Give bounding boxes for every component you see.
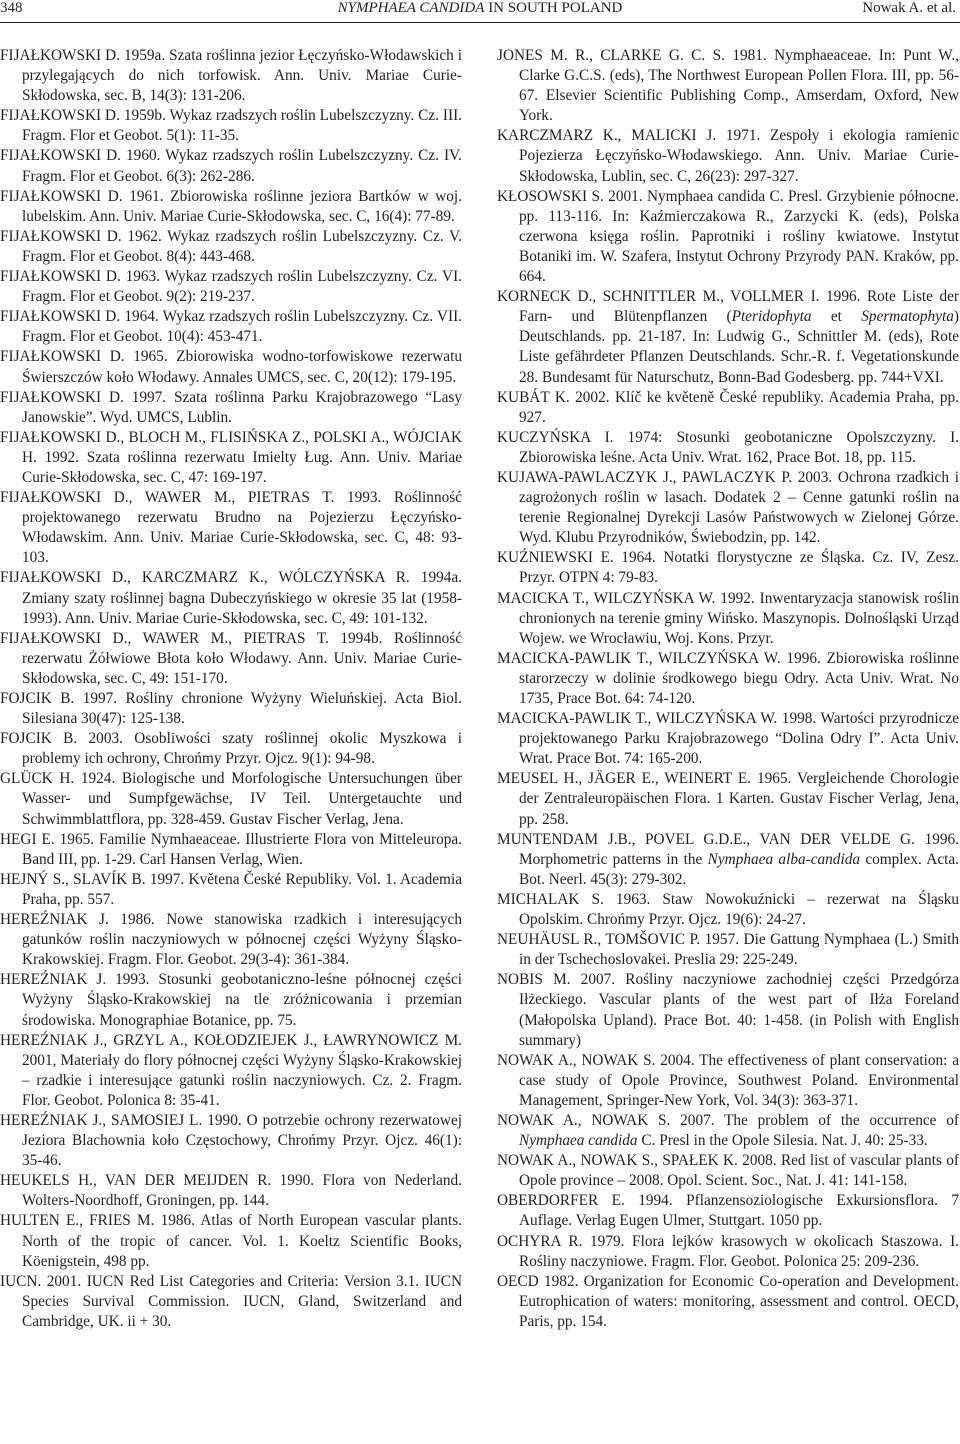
reference-entry: HEJNÝ S., SLAVÍK B. 1997. Květena České Republiky. Vol. 1. Academia Praha, pp. 557.	[0, 870, 462, 908]
reference-entry: OBERDORFER E. 1994. Pflanzensoziologische Exkursionsflora. 7 Auflage. Verlag Eugen Ulmer, Stuttgart. 1050 pp.	[497, 1192, 959, 1230]
reference-text: ) Deutschlands. pp. 21-187. In: Ludwig G., Schnittler M. (eds), Rote Liste gefährdeter Pflanzen Deutschlands. Schr.-R. f. Vegetationskunde 28. Bundesamt für Naturschutz, Bonn-Bad Godesberg. pp. 744+VXI.	[519, 308, 959, 386]
reference-entry: HEGI E. 1965. Familie Nymhaeaceae. Illustrierte Flora von Mitteleuropa. Band III, pp. 1-29. Carl Hansen Verlag, Wien.	[0, 830, 462, 868]
reference-entry: KUCZYŃSKA I. 1974: Stosunki geobotaniczne Opolszczyzny. I. Zbiorowiska leśne. Acta Univ. Wrat. 162, Prace Bot. 18, pp. 115.	[497, 428, 959, 466]
reference-entry: FIJAŁKOWSKI D. 1964. Wykaz rzadszych roślin Lubelszczyzny. Cz. VII. Fragm. Flor et Geobot. 10(4): 453-471.	[0, 308, 462, 346]
reference-entry: MACICKA T., WILCZYŃSKA W. 1992. Inwentaryzacja stanowisk roślin chronionych na terenie gminy Wińsko. Maszynopis. Dolnośląski Urząd Wojew. we Wrocławiu, Woj. Kons. Przyr.	[497, 589, 959, 647]
reference-entry	[497, 830, 959, 890]
reference-entry: KŁOSOWSKI S. 2001. Nymphaea candida C. Presl. Grzybienie północne. pp. 113-116. In: Kaźmierczakowa R., Zarzycki K. (eds), Polska czerwona księga roślin. Paprotniki i rośliny kwiatowe. Instytut Botaniki im. W. Szafera, Instytut Ochrony Przyrody PAN. Kraków, pp. 664.	[497, 187, 959, 286]
reference-entry: GLÜCK H. 1924. Biologische und Morfologische Untersuchungen über Wasser- und Sumpfgewächse, IV Teil. Untergetauchte und Schwimmblattflora, pp. 328-459. Gustav Fischer Verlag, Jena.	[0, 770, 462, 828]
reference-text: KORNECK D., SCHNITTLER M., VOLLMER I. 1996. Rote Liste der Farn- und Blütenpflanzen (	[497, 288, 959, 326]
reference-entry: FIJAŁKOWSKI D. 1997. Szata roślinna Parku Krajobrazowego “Lasy Janowskie”. Wyd. UMCS, Lublin.	[0, 388, 462, 426]
reference-entry: FIJAŁKOWSKI D., KARCZMARZ K., WÓLCZYŃSKA R. 1994a. Zmiany szaty roślinnej bagna Dubeczyńskiego w okresie 35 lat (1958-1993). Ann. Univ. Mariae Curie-Skłodowska, sec. C, 49: 101-132.	[0, 569, 462, 627]
reference-entry: HEREŹNIAK J., SAMOSIEJ L. 1990. O potrzebie ochrony rezerwatowej Jeziora Blachownia koło Częstochowy, Chrońmy Przyr. Ojcz. 46(1): 35-46.	[0, 1111, 462, 1170]
reference-entry: HEREŹNIAK J. 1993. Stosunki geobotaniczno-leśne północnej części Wyżyny Śląsko-Krakowskiej na tle zróżnicowania i przemian środowiska. Monographiae Botanice, pp. 75.	[0, 971, 462, 1029]
reference-entry: NOWAK A., NOWAK S. 2004. The effectiveness of plant conservation: a case study of Opole Province, Southwest Poland. Environmental Management, Springer-New York, Vol. 34(3): 363-371.	[497, 1051, 959, 1109]
reference-column-left	[0, 46, 462, 1332]
reference-text: complex. Acta. Bot. Neerl. 45(3): 279-302.	[519, 850, 959, 888]
reference-entry: KUJAWA-PAWLACZYK J., PAWLACZYK P. 2003. Ochrona rzadkich i zagrożonych roślin w lasach. Dodatek 2 – Cenne gatunki roślin na terenie Regionalnej Dyrekcji Lasów Państwowych w Zielonej Górze. Wyd. Klubu Przyrodników, Świebodzin, pp. 142.	[497, 468, 959, 547]
reference-column-right	[497, 46, 959, 1332]
reference-entry: FIJAŁKOWSKI D. 1965. Zbiorowiska wodno-torfowiskowe rezerwatu Świerszczów koło Włodawy. Annales UMCS, sec. C, 20(12): 179-195.	[0, 348, 462, 386]
reference-entry: HULTEN E., FRIES M. 1986. Atlas of North European vascular plants. North of the tropic of cancer. Vol. 1. Koeltz Scientific Books, Köenigstein, 498 pp.	[0, 1212, 462, 1270]
reference-entry: KUŹNIEWSKI E. 1964. Notatki florystyczne ze Śląska. Cz. IV, Zesz. Przyr. OTPN 4: 79-83.	[497, 549, 959, 587]
reference-taxon-italic: Nymphaea alba-candida	[707, 850, 860, 868]
reference-entry: FIJAŁKOWSKI D., WAWER M., PIETRAS T. 1993. Roślinność projektowanego rezerwatu Brudno na Pojezierzu Łęczyńsko-Włodawskim. Ann. Univ. Mariae Curie-Skłodowska, sec. C, 48: 93-103.	[0, 489, 462, 567]
running-title	[0, 0, 960, 16]
reference-entry: FOJCIK B. 2003. Osobliwości szaty roślinnej okolic Myszkowa i problemy ich ochrony, Chrońmy Przyr. Ojcz. 9(1): 94-98.	[0, 730, 462, 768]
reference-entry: FIJAŁKOWSKI D. 1963. Wykaz rzadszych roślin Lubelszczyzny. Cz. VI. Fragm. Flor et Geobot. 9(2): 219-237.	[0, 268, 462, 306]
page-number: 348	[0, 0, 23, 16]
reference-entry: MACICKA-PAWLIK T., WILCZYŃSKA W. 1998. Wartości przyrodnicze projektowanego Parku Krajobrazowego “Dolina Odry I”. Acta Univ. Wrat. Prace Bot. 74: 165-200.	[497, 710, 959, 768]
reference-entry: OECD 1982. Organization for Economic Co-operation and Development. Eutrophication of waters: monitoring, assessment and control. OECD, Paris, pp. 154.	[497, 1272, 959, 1330]
reference-text: NOWAK A., NOWAK S. 2007. The problem of the occurrence of	[497, 1111, 959, 1129]
reference-entry: MICHALAK S. 1963. Staw Nowokuźnicki – rezerwat na Śląsku Opolskim. Chrońmy Przyr. Ojcz. 19(6): 24-27.	[497, 890, 959, 929]
reference-entry: FOJCIK B. 1997. Rośliny chronione Wyżyny Wieluńskiej. Acta Biol. Silesiana 30(47): 125-138.	[0, 690, 462, 728]
running-title-rest: IN SOUTH POLAND	[484, 0, 623, 16]
reference-entry: MACICKA-PAWLIK T., WILCZYŃSKA W. 1996. Zbiorowiska roślinne starorzeczy w dolinie środkowego biegu Odry. Acta Univ. Wrat. No 1735, Prace Bot. 64: 74-120.	[497, 649, 959, 707]
reference-entry	[497, 287, 959, 387]
running-header	[0, 0, 960, 23]
reference-entry: FIJAŁKOWSKI D. 1962. Wykaz rzadszych roślin Lubelszczyzny. Cz. V. Fragm. Flor et Geobot. 8(4): 443-468.	[0, 227, 462, 265]
reference-text: MUNTENDAM J.B., POVEL G.D.E., VAN DER VELDE G. 1996. Morphometric patterns in the	[497, 830, 959, 868]
reference-entry: HEREŹNIAK J. 1986. Nowe stanowiska rzadkich i interesujących gatunków roślin naczyniowych w północnej części Wyżyny Śląsko-Krakowskiej. Fragm. Flor. Geobot. 29(3-4): 361-384.	[0, 911, 462, 969]
reference-entry: FIJAŁKOWSKI D., BLOCH M., FLISIŃSKA Z., POLSKI A., WÓJCIAK H. 1992. Szata roślinna rezerwatu Imielty Ług. Ann. Univ. Mariae Curie-Skłodowska, sec. C, 47: 169-197.	[0, 428, 462, 486]
reference-text: C. Presl in the Opole Silesia. Nat. J. 40: 25-33.	[637, 1132, 928, 1150]
reference-entry: JONES M. R., CLARKE G. C. S. 1981. Nymphaeaceae. In: Punt W., Clarke G.C.S. (eds), The Northwest European Pollen Flora. III, pp. 56-67. Elsevier Scientific Publishing Comp., Amserdam, Oxford, New York.	[497, 47, 959, 125]
reference-taxon-italic: Spermatophyta	[861, 308, 954, 326]
reference-entry: FIJAŁKOWSKI D., WAWER M., PIETRAS T. 1994b. Roślinność rezerwatu Żółwiowe Błota koło Włodawy. Ann. Univ. Mariae Curie-Skłodowska, sec. C, 49: 151-170.	[0, 629, 462, 687]
reference-text: et	[811, 308, 862, 326]
reference-entry: KUBÁT K. 2002. Klíč ke květeně České republiky. Academia Praha, pp. 927.	[497, 388, 959, 426]
reference-taxon-italic: Nymphaea candida	[519, 1132, 638, 1150]
reference-entry: NOWAK A., NOWAK S., SPAŁEK K. 2008. Red list of vascular plants of Opole province – 2008. Opol. Scient. Soc., Nat. J. 41: 141-158.	[497, 1152, 959, 1190]
reference-entry: IUCN. 2001. IUCN Red List Categories and Criteria: Version 3.1. IUCN Species Survival Commission. IUCN, Gland, Switzerland and Cambridge, UK. ii + 30.	[0, 1272, 462, 1330]
reference-entry: NEUHÄUSL R., TOMŠOVIC P. 1957. Die Gattung Nymphaea (L.) Smith in der Tschechoslovakei. Preslia 29: 225-249.	[497, 931, 959, 969]
reference-entry: HEREŹNIAK J., GRZYL A., KOŁODZIEJEK J., ŁAWRYNOWICZ M. 2001, Materiały do flory północnej części Wyżyny Śląsko-Krakowskiej – rzadkie i interesujące gatunki roślin naczyniowych. Cz. 2. Fragm. Flor. Geobot. Polonica 8: 35-41.	[0, 1031, 462, 1109]
reference-entry: FIJAŁKOWSKI D. 1959b. Wykaz rzadszych roślin Lubelszczyzny. Cz. III. Fragm. Flor et Geobot. 5(1): 11-35.	[0, 107, 462, 145]
running-title-species: NYMPHAEA CANDIDA	[337, 0, 485, 16]
reference-entry: FIJAŁKOWSKI D. 1960. Wykaz rzadszych roślin Lubelszczyzny. Cz. IV. Fragm. Flor et Geobot. 6(3): 262-286.	[0, 147, 462, 185]
reference-taxon-italic: Pteridophyta	[731, 308, 812, 326]
reference-entry: NOBIS M. 2007. Rośliny naczyniowe zachodniej części Przedgórza Iłżeckiego. Vascular plants of the west part of Iłża Foreland (Małopolska Upland). Prace Bot. 40: 1-458. (in Polish with English summary)	[497, 971, 959, 1049]
reference-entry: OCHYRA R. 1979. Flora lejków krasowych w okolicach Staszowa. I. Rośliny naczyniowe. Fragm. Flor. Geobot. Polonica 25: 209-236.	[497, 1232, 959, 1270]
reference-entry	[497, 1111, 959, 1151]
reference-entry: FIJAŁKOWSKI D. 1961. Zbiorowiska roślinne jeziora Bartków w woj. lubelskim. Ann. Univ. Mariae Curie-Skłodowska, sec. C, 16(4): 77-89.	[0, 187, 462, 225]
reference-entry: FIJAŁKOWSKI D. 1959a. Szata roślinna jezior Łęczyńsko-Włodawskich i przylegających do nich torfowisk. Ann. Univ. Mariae Curie-Skłodowska, sec. B, 14(3): 131-206.	[0, 47, 462, 105]
reference-entry: KARCZMARZ K., MALICKI J. 1971. Zespoły i ekologia ramienic Pojezierza Łęczyńsko-Włodawskiego. Ann. Univ. Mariae Curie-Skłodowska, Lublin, sec. C, 26(23): 297-327.	[497, 127, 959, 185]
reference-entry: HEUKELS H., VAN DER MEIJDEN R. 1990. Flora von Nederland. Wolters-Noordhoff, Groningen, pp. 144.	[0, 1172, 462, 1210]
reference-entry: MEUSEL H., JÄGER E., WEINERT E. 1965. Vergleichende Chorologie der Zentraleuropäischen Flora. 1 Karten. Gustav Fischer Verlag, Jena, pp. 258.	[497, 770, 959, 828]
running-authors: Nowak A. et al.	[862, 0, 956, 16]
